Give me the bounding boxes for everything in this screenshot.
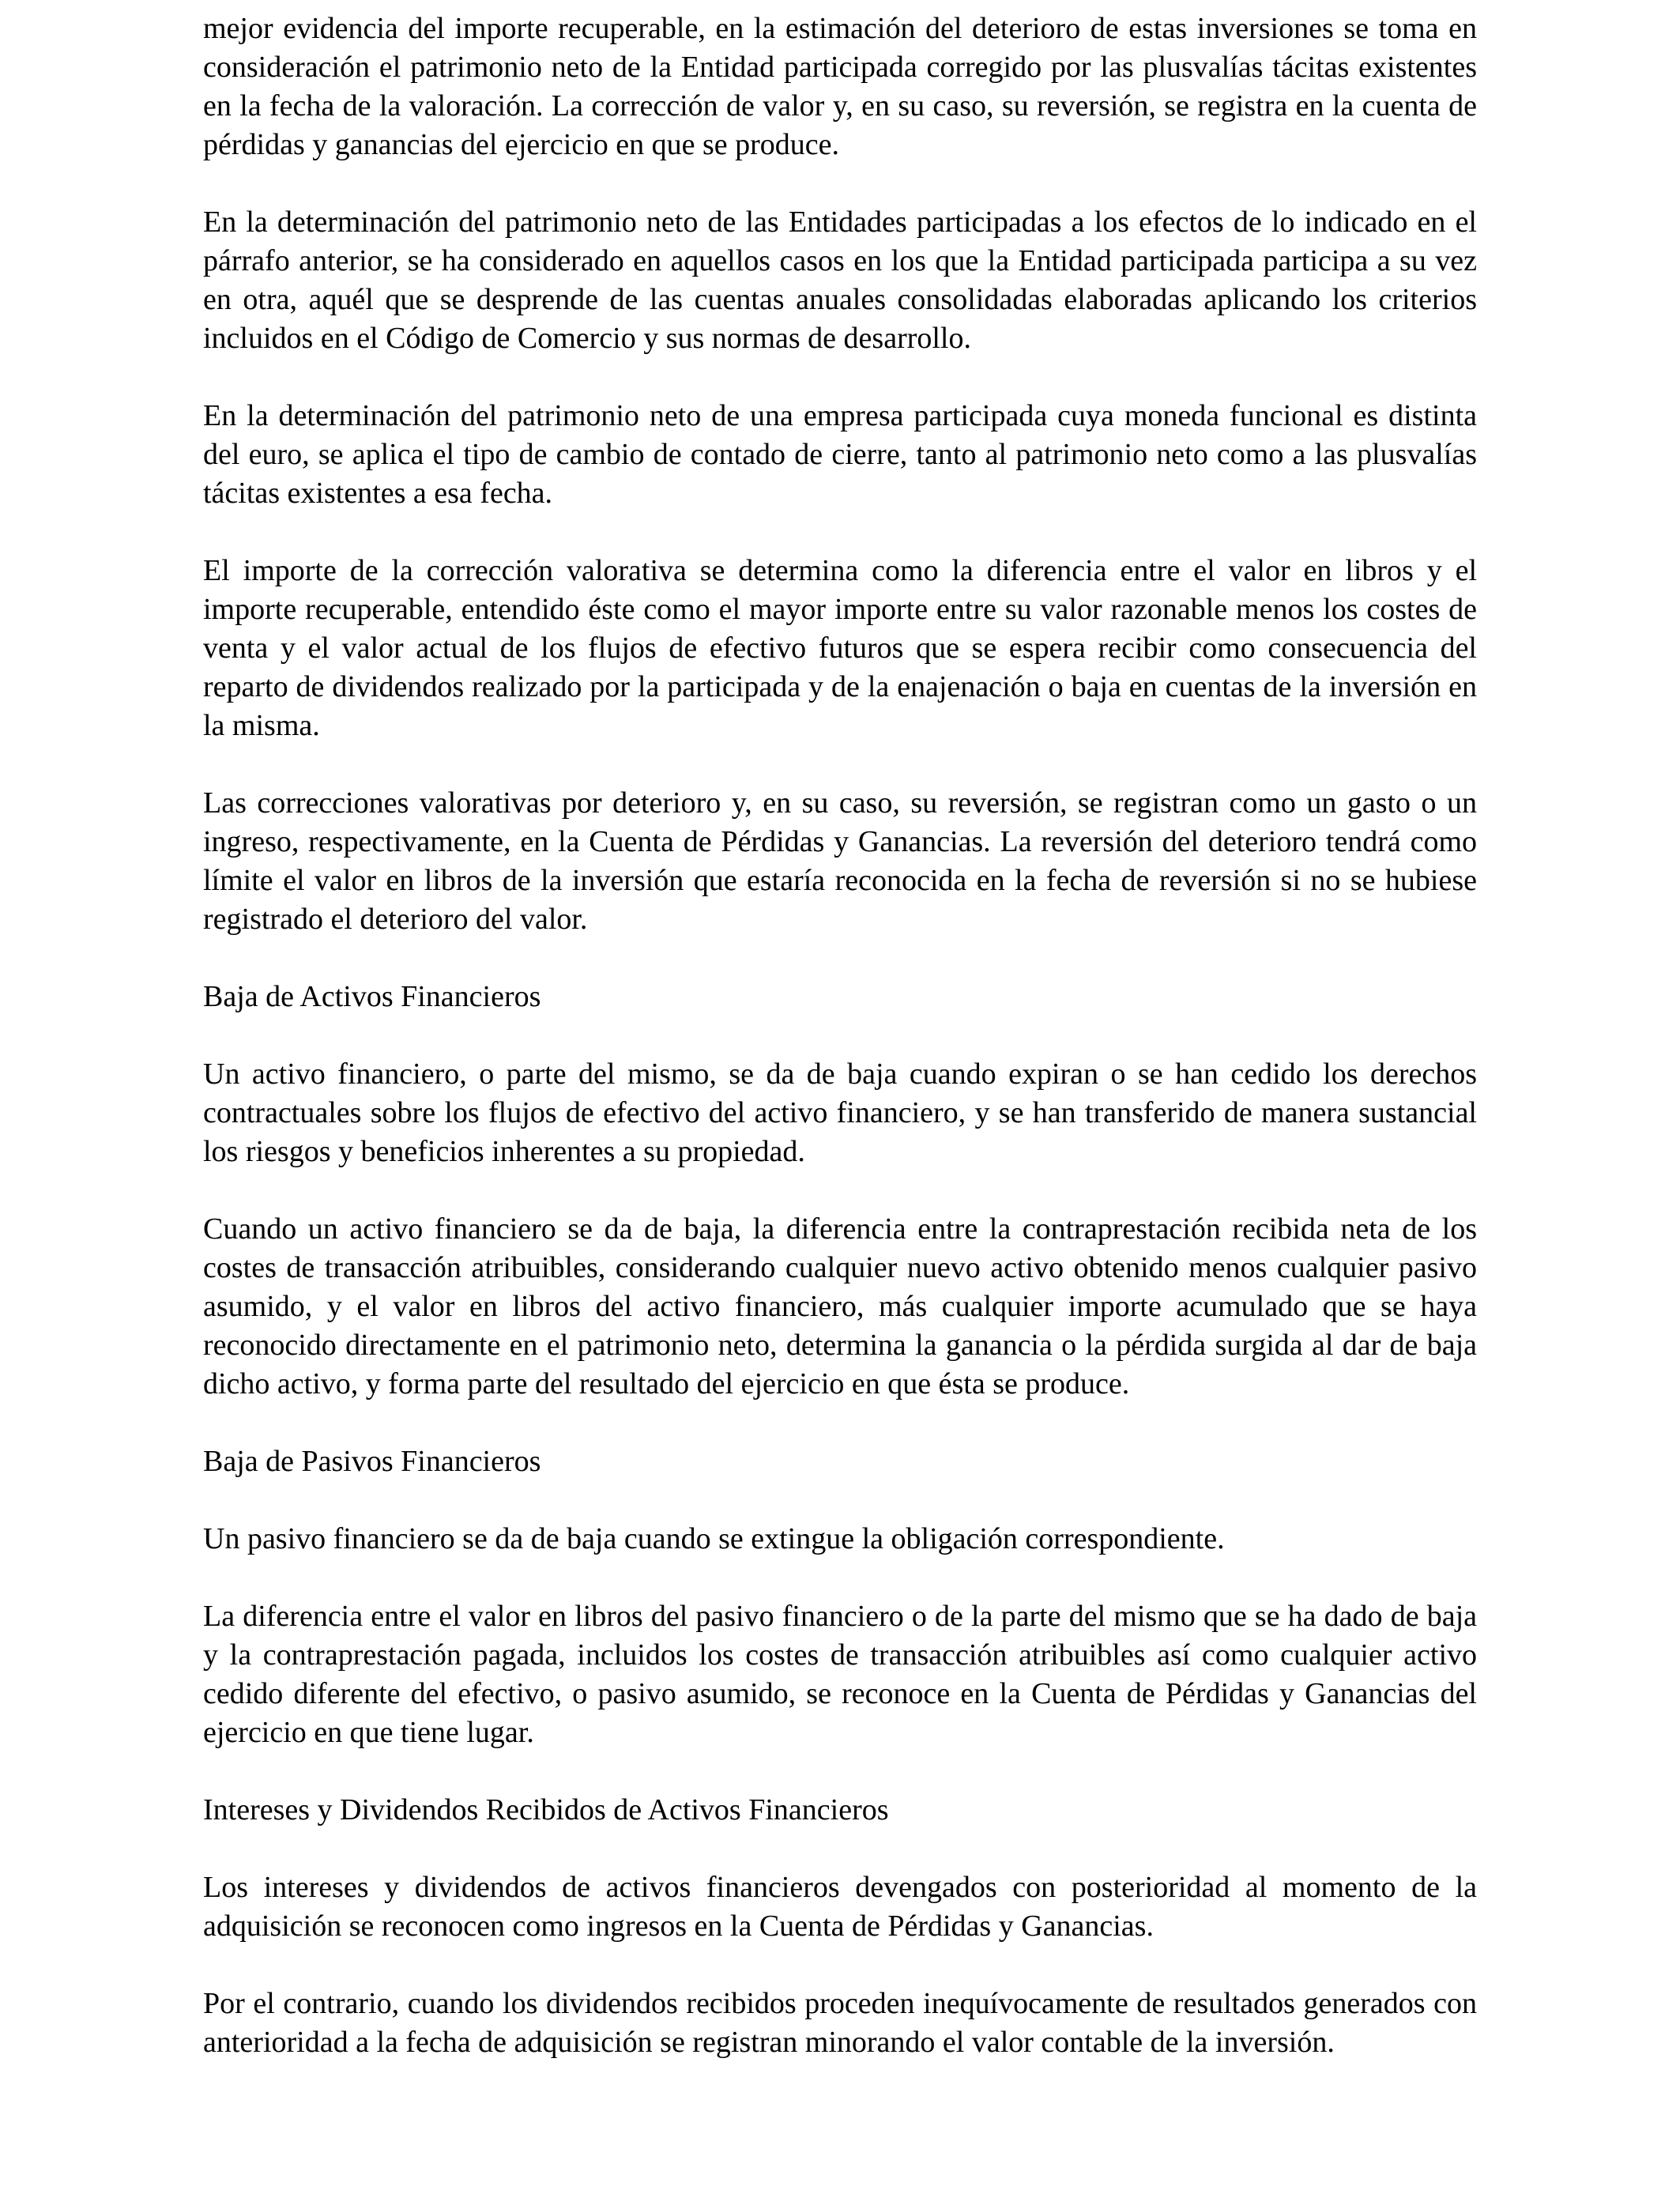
paragraph-baja-pasivo-diferencia: La diferencia entre el valor en libros del pasivo financiero o de la parte del mismo que se ha dado de baja y la contraprestación pagada, incluidos los costes de transacción atribuibles así como cualquier activo cedido diferente del efectivo, o pasivo asumido, se reconoce en la Cuenta de Pérdidas y Ganancias del ejercicio en que tiene lugar. (203, 1600, 1477, 1749)
paragraph-baja-pasivo-definicion: Un pasivo financiero se da de baja cuando se extingue la obligación correspondiente. (203, 1522, 1225, 1555)
paragraph-dividendos-anteriores: Por el contrario, cuando los dividendos recibidos proceden inequívocamente de resultados generados con anterioridad a la fecha de adquisición se registran minorando el valor contable de la inversión. (203, 1987, 1477, 2059)
paragraph-patrimonio-participadas: En la determinación del patrimonio neto de las Entidades participadas a los efectos de lo indicado en el párrafo anterior, se ha considerado en aquellos casos en los que la Entidad participada participa a su vez en otra, aquél que se desprende de las cuentas anuales consolidadas elaboradas aplicando los criterios incluidos en el Código de Comercio y sus normas de desarrollo. (203, 205, 1477, 355)
paragraph-baja-activo-definicion: Un activo financiero, o parte del mismo, se da de baja cuando expiran o se han cedido los derechos contractuales sobre los flujos de efectivo del activo financiero, y se han transferido de manera sustancial los riesgos y beneficios inherentes a su propiedad. (203, 1057, 1477, 1168)
paragraph-importe-correccion: El importe de la corrección valorativa se determina como la diferencia entre el valor en libros y el importe recuperable, entendido éste como el mayor importe entre su valor razonable menos los costes de venta y el valor actual de los flujos de efectivo futuros que se espera recibir como consecuencia del reparto de dividendos realizado por la participada y de la enajenación o baja en cuentas de la inversión en la misma. (203, 554, 1477, 742)
document-page (203, 9, 1477, 2101)
paragraph-intereses-devengados: Los intereses y dividendos de activos financieros devengados con posterioridad al momento de la adquisición se reconocen como ingresos en la Cuenta de Pérdidas y Ganancias. (203, 1871, 1477, 1943)
heading-baja-pasivos: Baja de Pasivos Financieros (203, 1445, 541, 1478)
paragraph-correcciones-valorativas: Las correcciones valorativas por deterioro y, en su caso, su reversión, se registran como un gasto o un ingreso, respectivamente, en la Cuenta de Pérdidas y Ganancias. La reversión del deterioro tendrá como límite el valor en libros de la inversión que estaría reconocida en la fecha de reversión si no se hubiese registrado el deterioro del valor. (203, 786, 1477, 936)
paragraph-deterioro-valoracion: mejor evidencia del importe recuperable, en la estimación del deterioro de estas inversiones se toma en consideración el patrimonio neto de la Entidad participada corregido por las plusvalías tácitas existentes en la fecha de la valoración. La corrección de valor y, en su caso, su reversión, se registra en la cuenta de pérdidas y ganancias del ejercicio en que se produce. (203, 12, 1477, 161)
heading-baja-activos: Baja de Activos Financieros (203, 980, 541, 1013)
heading-intereses-dividendos: Intereses y Dividendos Recibidos de Activos Financieros (203, 1793, 889, 1826)
paragraph-moneda-funcional: En la determinación del patrimonio neto de una empresa participada cuya moneda funcional es distinta del euro, se aplica el tipo de cambio de contado de cierre, tanto al patrimonio neto como a las plusvalías tácitas existentes a esa fecha. (203, 399, 1477, 510)
paragraph-baja-activo-diferencia: Cuando un activo financiero se da de baja, la diferencia entre la contraprestación recibida neta de los costes de transacción atribuibles, considerando cualquier nuevo activo obtenido menos cualquier pasivo asumido, y el valor en libros del activo financiero, más cualquier importe acumulado que se haya reconocido directamente en el patrimonio neto, determina la ganancia o la pérdida surgida al dar de baja dicho activo, y forma parte del resultado del ejercicio en que ésta se produce. (203, 1212, 1477, 1400)
